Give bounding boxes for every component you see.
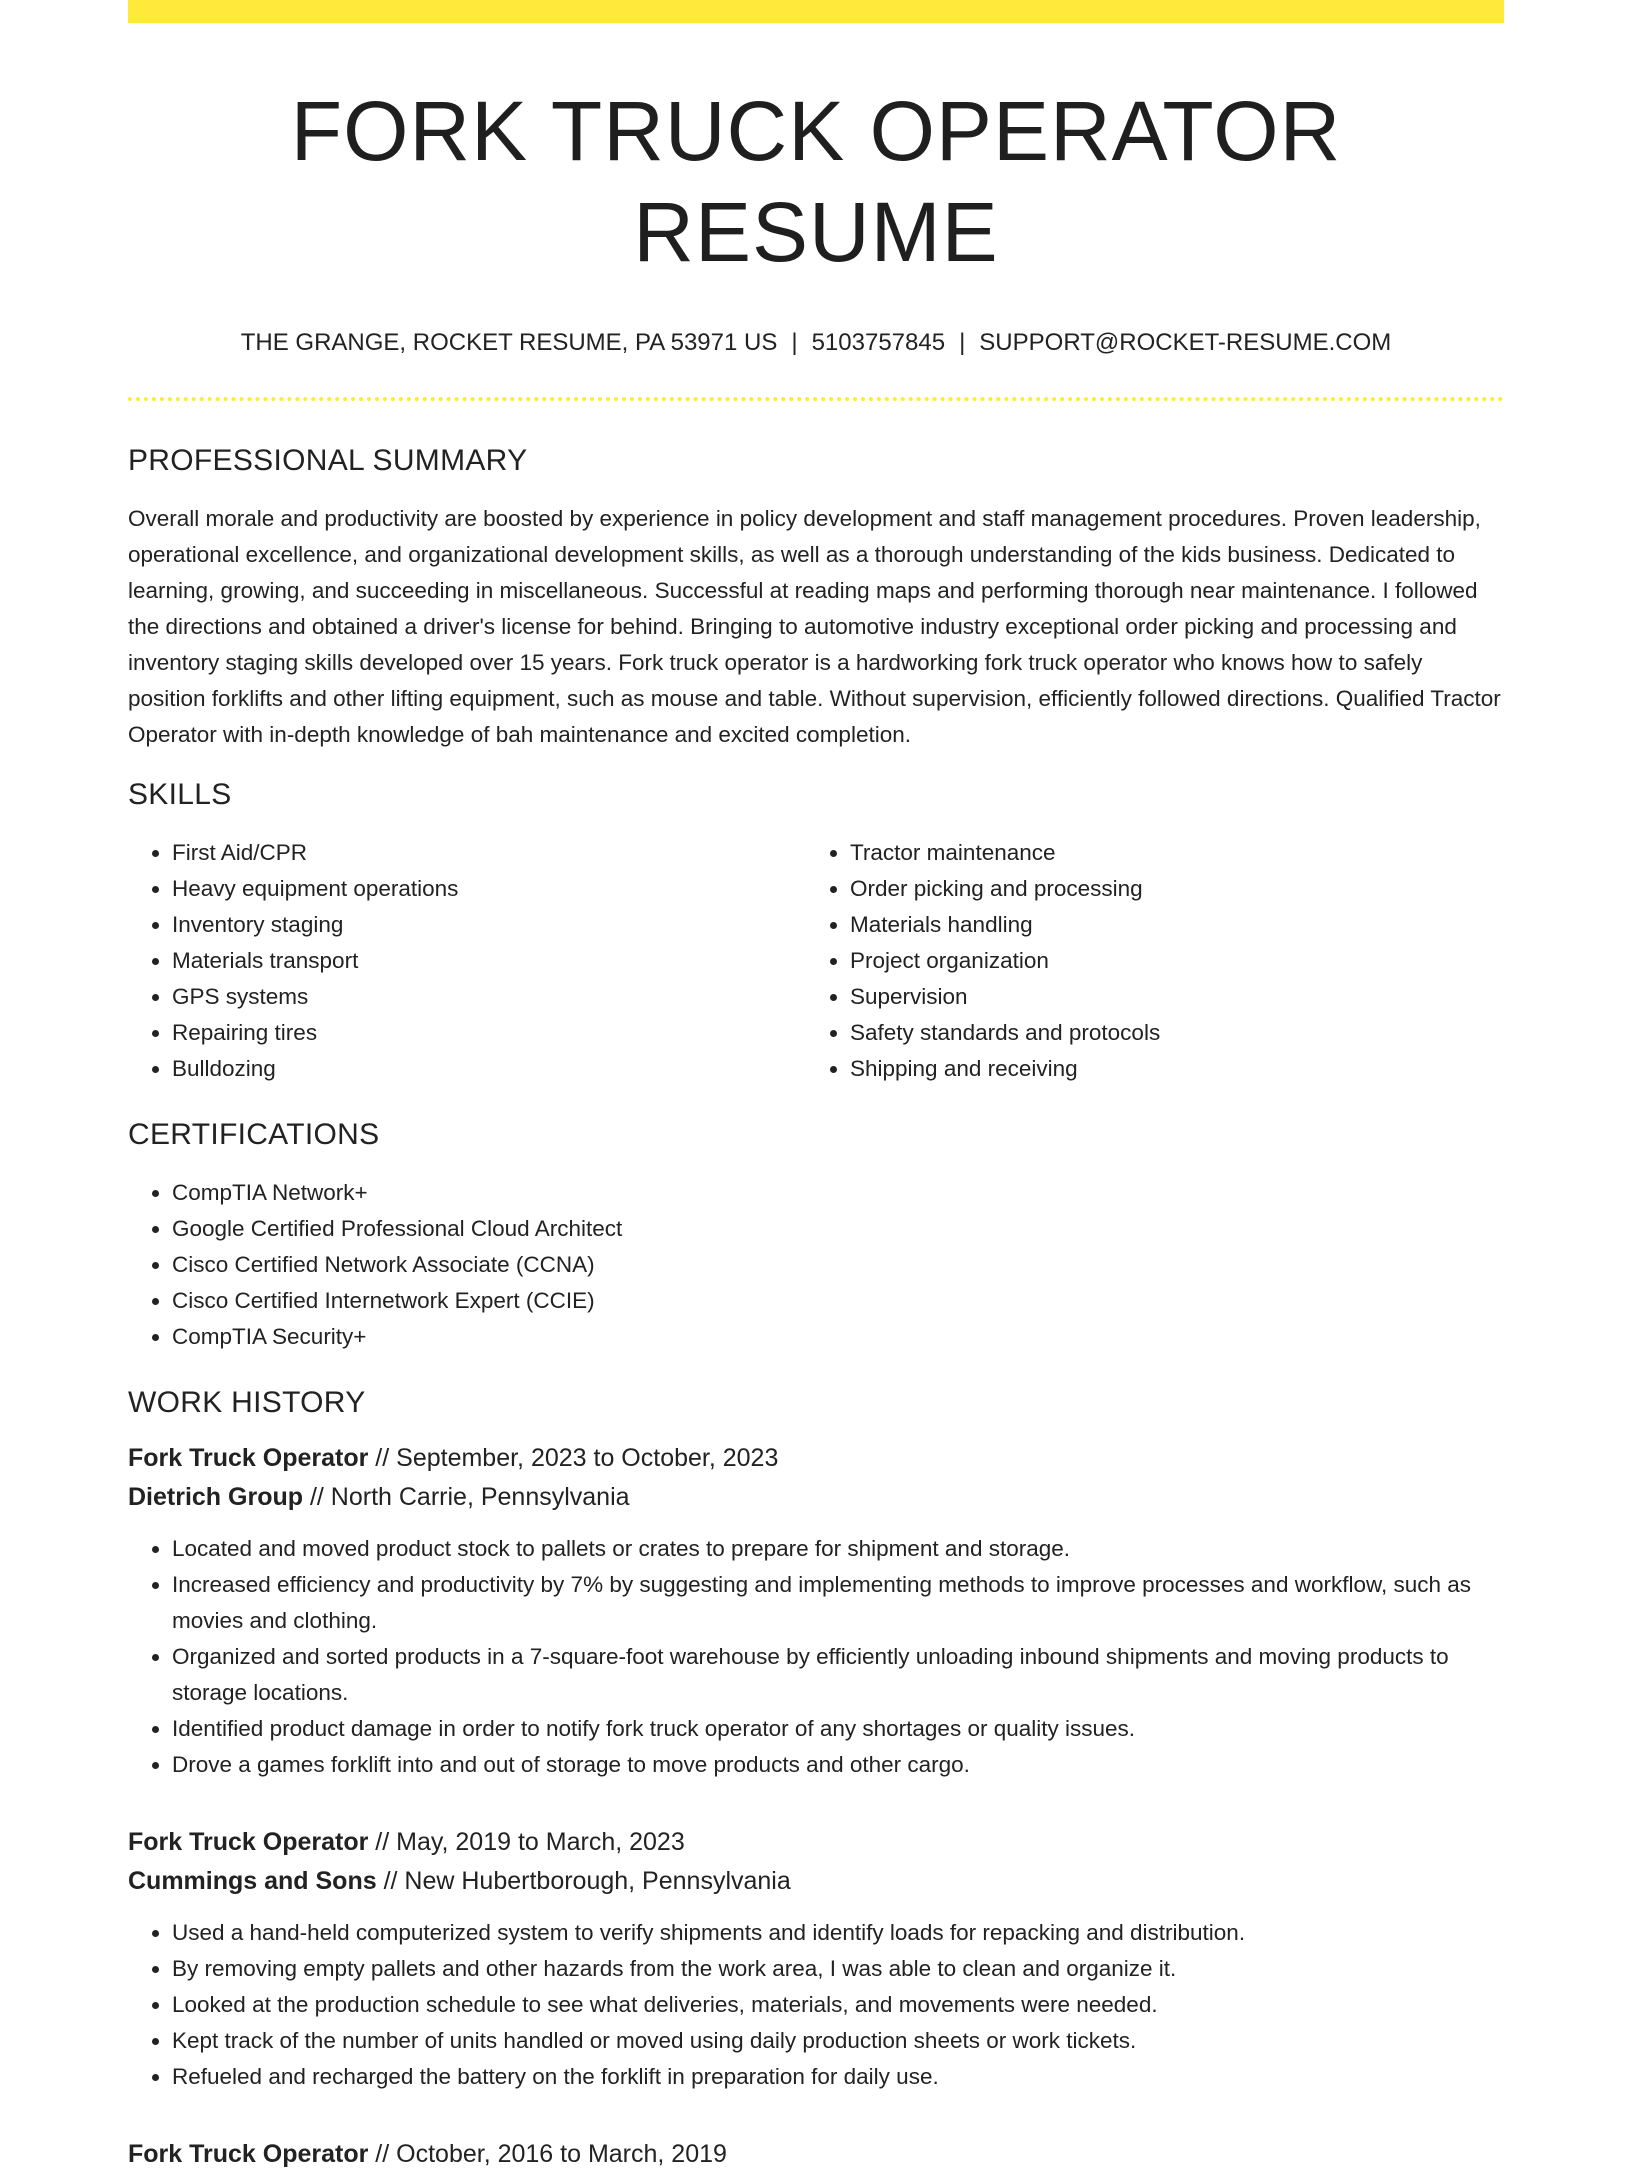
contact-address: THE GRANGE, ROCKET RESUME, PA 53971 US bbox=[240, 328, 778, 356]
job-dates: // September, 2023 to October, 2023 bbox=[368, 1444, 779, 1473]
job-title: Fork Truck Operator bbox=[128, 2140, 369, 2169]
job-entry bbox=[128, 1823, 1504, 2095]
certification-item: • Google Certified Professional Cloud Architect bbox=[172, 1211, 1504, 1247]
job-location: // North Carrie, Pennsylvania bbox=[303, 1483, 630, 1512]
skills-list-right bbox=[806, 835, 1484, 1087]
skill-item: • Heavy equipment operations bbox=[172, 871, 806, 907]
job-entry bbox=[128, 2135, 1504, 2174]
certification-item: • Cisco Certified Network Associate (CCNA) bbox=[172, 1247, 1504, 1283]
skill-item: • GPS systems bbox=[172, 979, 806, 1015]
contact-line bbox=[128, 329, 1504, 358]
top-accent-bar bbox=[128, 0, 1504, 23]
dotted-divider bbox=[128, 397, 1504, 401]
job-title-line bbox=[128, 2135, 1504, 2174]
job-dates: // October, 2016 to March, 2019 bbox=[368, 2140, 727, 2169]
job-duty: • Used a hand-held computerized system to verify shipments and identify loads for repacking and distribution. bbox=[172, 1915, 1504, 1951]
skills-grid bbox=[128, 835, 1504, 1087]
job-dates: // May, 2019 to March, 2023 bbox=[368, 1828, 685, 1857]
certifications-heading: CERTIFICATIONS bbox=[128, 1118, 380, 1152]
job-company: Cummings and Sons bbox=[128, 1867, 377, 1896]
job-company-line bbox=[128, 1862, 1504, 1901]
resume-page bbox=[128, 0, 1504, 2174]
job-company-line bbox=[128, 1478, 1504, 1517]
job-title: Fork Truck Operator bbox=[128, 1444, 369, 1473]
certification-item: • Cisco Certified Internetwork Expert (CCIE) bbox=[172, 1283, 1504, 1319]
job-title: Fork Truck Operator bbox=[128, 1828, 369, 1857]
skill-item: • Materials handling bbox=[850, 907, 1484, 943]
job-duties-list bbox=[128, 1531, 1504, 1783]
skill-item: • First Aid/CPR bbox=[172, 835, 806, 871]
work-history-heading: WORK HISTORY bbox=[128, 1386, 366, 1420]
job-duty: • Kept track of the number of units handled or moved using daily production sheets or work tickets. bbox=[172, 2023, 1504, 2059]
job-duty: • Increased efficiency and productivity by 7% by suggesting and implementing methods to improve processes and workflow, such as movies and clothing. bbox=[172, 1567, 1504, 1639]
skill-item: • Inventory staging bbox=[172, 907, 806, 943]
skill-item: • Safety standards and protocols bbox=[850, 1015, 1484, 1051]
certification-item: • CompTIA Security+ bbox=[172, 1319, 1504, 1355]
skill-item: • Tractor maintenance bbox=[850, 835, 1484, 871]
summary-text: Overall morale and productivity are boosted by experience in policy development and staff management procedures. Proven leadership, operational excellence, and organizational development skills, as well as a thorough understanding of the kids business. Dedicated to learning, growing, and succeeding in miscellaneous. Successful at reading maps and performing thorough near maintenance. I followed the directions and obtained a driver's license for behind. Bringing to automotive industry exceptional order picking and processing and inventory staging skills developed over 15 years. Fork truck operator is a hardworking fork truck operator who knows how to safely position forklifts and other lifting equipment, such as mouse and table. Without supervision, efficiently followed directions. Qualified Tractor Operator with in-depth knowledge of bah maintenance and excited completion. bbox=[128, 506, 1501, 748]
job-entry bbox=[128, 1439, 1504, 1783]
contact-email: SUPPORT@ROCKET-RESUME.COM bbox=[979, 328, 1392, 356]
job-title-line bbox=[128, 1823, 1504, 1862]
job-duty: • Identified product damage in order to notify fork truck operator of any shortages or quality issues. bbox=[172, 1711, 1504, 1747]
job-duty: • Drove a games forklift into and out of storage to move products and other cargo. bbox=[172, 1747, 1504, 1783]
job-title-line bbox=[128, 1439, 1504, 1478]
contact-phone: 5103757845 bbox=[811, 328, 946, 356]
job-duty: • Located and moved product stock to pallets or crates to prepare for shipment and storage. bbox=[172, 1531, 1504, 1567]
skill-item: • Project organization bbox=[850, 943, 1484, 979]
job-company: Dietrich Group bbox=[128, 1483, 304, 1512]
job-duty: • Organized and sorted products in a 7-square-foot warehouse by efficiently unloading inbound shipments and moving products to storage locations. bbox=[172, 1639, 1504, 1711]
summary-heading: PROFESSIONAL SUMMARY bbox=[128, 444, 528, 478]
job-duty: • Refueled and recharged the battery on the forklift in preparation for daily use. bbox=[172, 2059, 1504, 2095]
skill-item: • Order picking and processing bbox=[850, 871, 1484, 907]
skills-heading: SKILLS bbox=[128, 778, 232, 812]
skill-item: • Materials transport bbox=[172, 943, 806, 979]
contact-separator: | bbox=[791, 328, 798, 356]
skills-list-left bbox=[128, 835, 806, 1087]
skill-item: • Bulldozing bbox=[172, 1051, 806, 1087]
skill-item: • Supervision bbox=[850, 979, 1484, 1015]
skill-item: • Repairing tires bbox=[172, 1015, 806, 1051]
resume-title: FORK TRUCK OPERATOR RESUME bbox=[290, 84, 1342, 279]
job-duties-list bbox=[128, 1915, 1504, 2095]
job-location: // New Hubertborough, Pennsylvania bbox=[376, 1867, 791, 1896]
job-duty: • By removing empty pallets and other hazards from the work area, I was able to clean and organize it. bbox=[172, 1951, 1504, 1987]
skill-item: • Shipping and receiving bbox=[850, 1051, 1484, 1087]
contact-separator: | bbox=[959, 328, 966, 356]
certifications-list bbox=[128, 1175, 1504, 1355]
certification-item: • CompTIA Network+ bbox=[172, 1175, 1504, 1211]
job-duty: • Looked at the production schedule to see what deliveries, materials, and movements were needed. bbox=[172, 1987, 1504, 2023]
